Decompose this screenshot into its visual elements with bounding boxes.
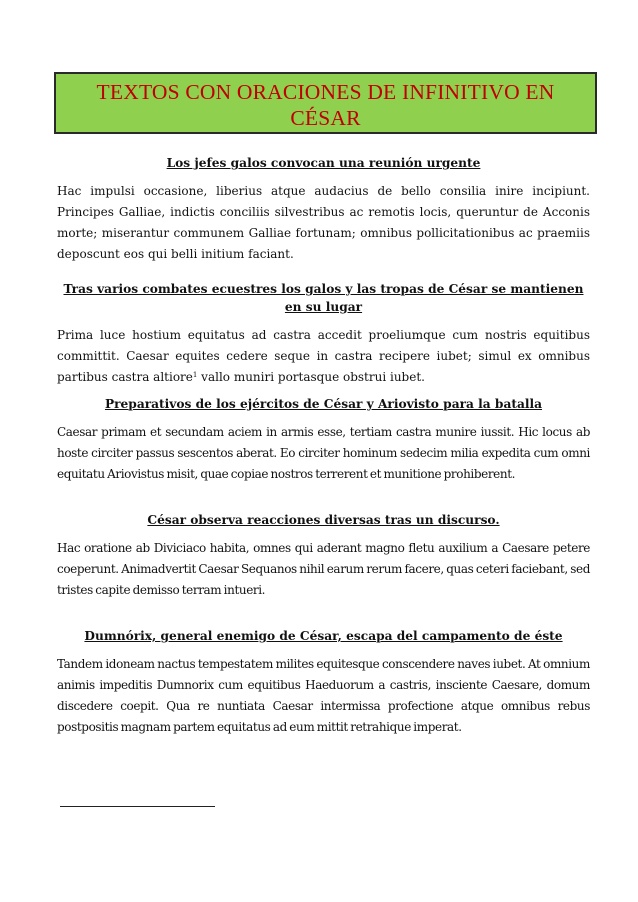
section-heading: Preparativos de los ejércitos de César y Ariovisto para la batalla — [104, 397, 543, 411]
section-cesar-observa — [57, 511, 590, 601]
page-title-line-2: CÉSAR — [290, 106, 361, 130]
section-text — [57, 325, 590, 388]
section-dumnorix — [57, 627, 590, 738]
footnote-reference[interactable]: 1 — [192, 371, 198, 379]
section-text: Tandem idoneam nactus tempestatem milites equitesque conscendere naves iubet. At omnium animis impeditis Dumnorix cum equitibus Haeduorum a castris, insciente Caesare, domum discedere coepit. Qua re nuntiata Caesar intermissa profectione atque omnibus rebus postpositis magnam partem equitatus ad eum mittit retrahique imperat. — [57, 657, 590, 734]
footnote-separator — [60, 806, 215, 807]
section-jefes-galos — [57, 154, 590, 265]
page-title-line-1: TEXTOS CON ORACIONES DE INFINITIVO EN — [96, 80, 555, 104]
section-heading: Tras varios combates ecuestres los galos y las tropas de César se mantienen en su lugar — [63, 282, 584, 314]
section-text-part-1: Prima luce hostium equitatus ad castra accedit proeliumque cum nostris equitibus committit. Caesar equites cedere seque in castra recipere iubet; simul ex omnibus partibus castra altiore — [57, 328, 590, 384]
section-text: Hac oratione ab Diviciaco habita, omnes qui aderant magno fletu auxilium a Caesare petere coeperunt. Animadvertit Caesar Sequanos nihil earum rerum facere, quas ceteri faciebant, sed tristes capite demisso terram intueri. — [57, 541, 590, 597]
section-combates-ecuestres — [57, 280, 590, 388]
section-text: Caesar primam et secundam aciem in armis esse, tertiam castra munire iussit. Hic locus ab hoste circiter passus sescentos aberat. Eo circiter hominum sedecim milia expedita cum omni equitatu Ariovistus misit, quae copiae nostros terrerent et munitione prohiberent. — [57, 425, 590, 481]
section-text-part-2: vallo muniri portasque obstrui iubet. — [197, 370, 425, 384]
title-box — [54, 72, 597, 134]
section-preparativos — [57, 395, 590, 485]
section-text: Hac impulsi occasione, liberius atque audacius de bello consilia inire incipiunt. Principes Galliae, indictis conciliis silvestribus ac remotis locis, queruntur de Acconis morte; miserantur communem Galliae fortunam; omnibus pollicitationibus ac praemiis deposcunt eos qui belli initium faciant. — [57, 184, 590, 261]
section-heading: Los jefes galos convocan una reunión urgente — [166, 156, 481, 170]
section-heading: César observa reacciones diversas tras un discurso. — [147, 513, 500, 527]
section-heading: Dumnórix, general enemigo de César, escapa del campamento de éste — [84, 629, 563, 643]
